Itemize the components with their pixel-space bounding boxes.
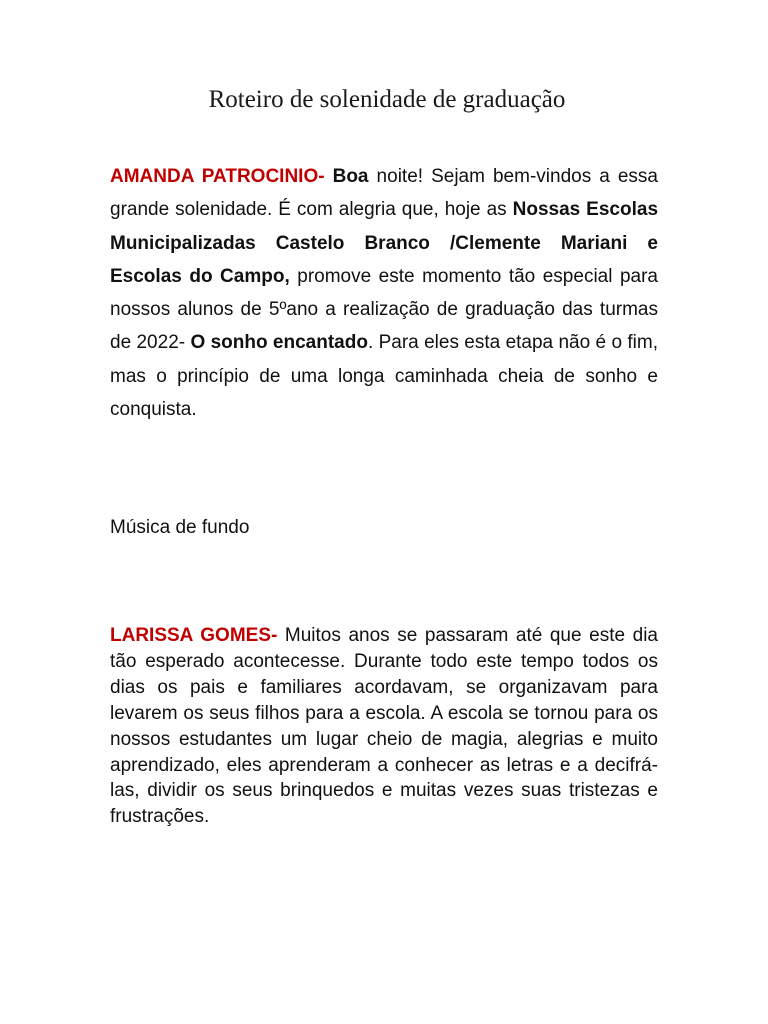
paragraph-larissa — [110, 623, 658, 830]
paragraph-text-bold: Boa — [332, 166, 369, 187]
speaker-name-amanda: AMANDA PATROCINIO- — [110, 166, 325, 187]
paragraph-amanda — [110, 160, 658, 426]
paragraph-text: . Para eles esta etapa não é o fim, mas o princípio de uma longa caminhada cheia de sonho e conquista. — [110, 332, 658, 421]
event-theme-bold: O sonho encantado — [190, 332, 368, 354]
paragraph-text: Muitos anos se passaram até que este dia tão esperado acontecesse. Durante todo este tempo todos os dias os pais e familiares acordavam, se organizavam para levarem os seus filhos para a escola. A escola se tornou para os nossos estudantes um lugar cheio de magia, alegrias e muito aprendizado, eles aprenderam a conhecer as letras e a decifrá-las, dividir os seus brinquedos e muitas vezes suas tristezas e frustrações. — [110, 625, 658, 828]
speaker-name-larissa: LARISSA GOMES- — [110, 625, 278, 646]
paragraph-text: promove este momento tão especial para nossos alunos de 5ºano a realização de graduação das turmas de 2022- — [110, 265, 658, 354]
schools-name-bold: Nossas Escolas Municipalizadas Castelo Branco /Clemente Mariani e Escolas do Campo, — [110, 199, 659, 287]
document-title: Roteiro de solenidade de graduação — [208, 86, 566, 113]
paragraph-text: noite! Sejam bem-vindos a essa grande solenidade. É com alegria que, hoje as — [110, 166, 658, 221]
stage-direction-music: Música de fundo — [110, 517, 250, 538]
